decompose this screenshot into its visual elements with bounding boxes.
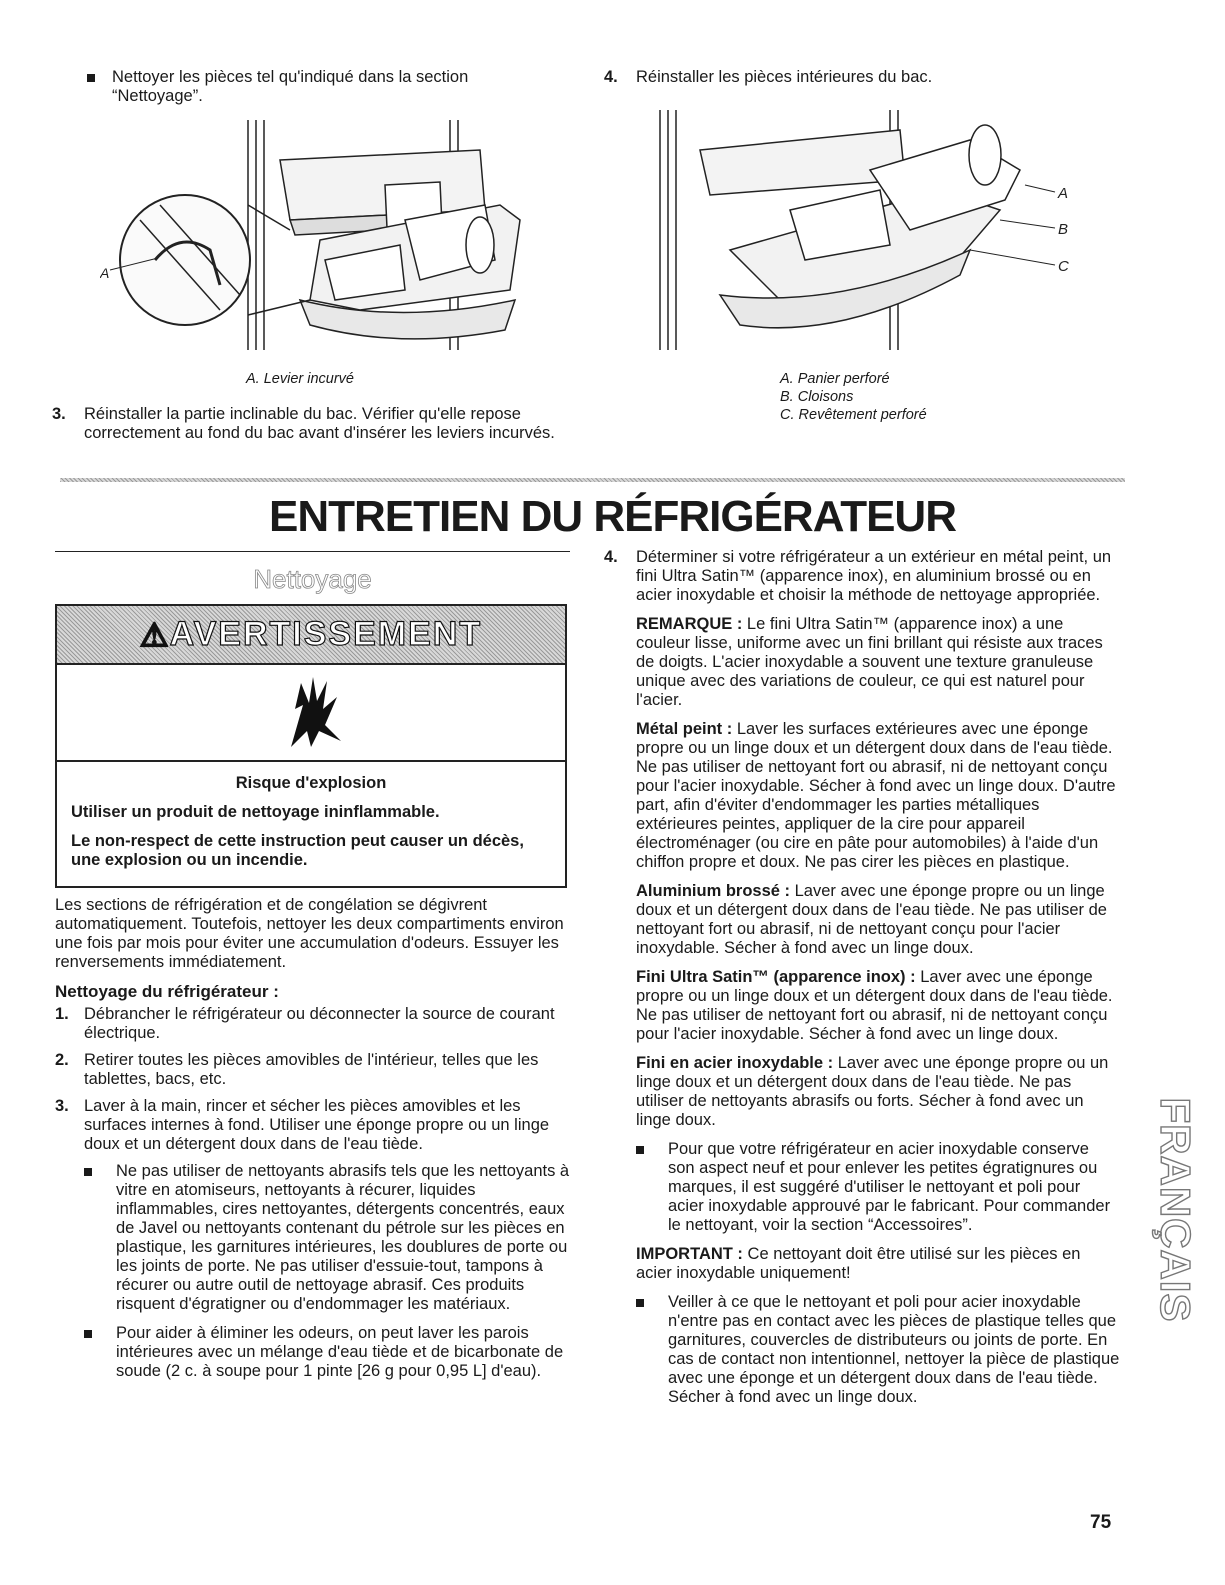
step-1-text: Débrancher le réfrigérateur ou déconnecter la source de courant électrique.: [84, 1005, 555, 1042]
left-column: [55, 896, 570, 1391]
bullet-text: Ne pas utiliser de nettoyants abrasifs tels que les nettoyants à vitre en atomiseurs, nettoyants à récurer, liquides inflammables, cires nettoyantes, détergents concentrés, eaux de Javel ou nettoyants contenant du pétrole sur les pièces en plastique, les garnitures intérieures, les doublures de porte ou les joints de porte. Ne pas utiliser d'essuie-tout, tampons à récurer ou autre outil de nettoyage abrasif. Ces produits risquent d'égratigner ou d'endommager les matériaux.: [116, 1162, 570, 1313]
page-title: ENTRETIEN DU RÉFRIGÉRATEUR: [269, 492, 956, 541]
stainless-paragraph: [636, 1054, 1120, 1130]
warning-line1: Utiliser un produit de nettoyage ininflammable.: [71, 803, 440, 821]
painted-metal-label: Métal peint :: [636, 720, 733, 738]
bullet-text: Veiller à ce que le nettoyant et poli pour acier inoxydable n'entre pas en contact avec les pièces de plastique telles que garnitures, couvercles de distributeurs ou joints de porte. En cas de contact non intentionnel, nettoyer la pièce de plastique avec une éponge et un détergent doux dans de l'eau tiède. Sécher à fond avec un linge doux.: [668, 1293, 1120, 1406]
stainless-label: Fini en acier inoxydable :: [636, 1054, 834, 1072]
warning-title: AVERTISSEMENT: [169, 615, 483, 653]
remarque-text: Le fini Ultra Satin™ (apparence inox) a une couleur lisse, uniforme avec un fini brillant qui résiste aux traces de doigts. L'acier inoxydable a souvent une texture granuleuse unique avec des variations de couleur, ce qui est naturel pour l'acier.: [636, 615, 1103, 709]
bullet-text: Nettoyer les pièces tel qu'indiqué dans la section “Nettoyage”.: [112, 68, 552, 106]
satin-text: Laver avec une éponge propre ou un linge doux et un détergent doux dans de l'eau tiède. Ne pas utiliser de nettoyant fort ou abrasif, ni de nettoyant conçu pour l'acier inoxydable. Sécher à fond avec un linge doux.: [636, 968, 1113, 1043]
side-tab-label: FRANÇAIS: [1152, 1097, 1199, 1323]
warning-line2: Le non-respect de cette instruction peut causer un décès, une explosion ou un incendie.: [71, 832, 524, 869]
step4-text: Réinstaller les pièces intérieures du bac.: [636, 68, 933, 86]
bullet-marker: [84, 1330, 92, 1338]
bullet-list: [55, 1162, 570, 1381]
painted-metal-paragraph: [636, 720, 1120, 872]
explosion-area: [57, 665, 565, 762]
step-4-number: 4.: [604, 548, 618, 566]
bullet-text: Pour aider à éliminer les odeurs, on peut laver les parois intérieures avec un mélange d'eau tiède et de bicarbonate de soude (2 c. à soupe pour 1 pinte [26 g pour 0,95 L] d'eau).: [116, 1324, 564, 1380]
step4-reinstall: [604, 68, 1136, 87]
section-divider: [60, 478, 1125, 482]
important-label: IMPORTANT :: [636, 1245, 743, 1263]
list-item: [84, 1162, 570, 1314]
captions-parts: [780, 370, 927, 424]
painted-metal-text: Laver les surfaces extérieures avec une éponge propre ou un linge doux et un détergent doux dans de l'eau tiède. Ne pas utiliser de nettoyant fort ou abrasif, ni de nettoyant conçu pour l'acier inoxydable. Sécher à fond avec un linge doux. D'autre part, afin d'éviter d'endommager les parties métalliques extérieures peintes, appliquer de la cire pour appareil électroménager (ou cire en pâte pour automobiles) à l'aide d'un chiffon propre et doux. Ne pas cirer les pièces en plastique.: [636, 720, 1116, 871]
remarque-paragraph: [636, 615, 1120, 710]
warning-icon: ⚠: [139, 616, 170, 653]
bullet-text: Pour que votre réfrigérateur en acier inoxydable conserve son aspect neuf et pour enlever les petites égratignures ou marques, il est suggéré d'utiliser le nettoyant et poli pour acier inoxydable approuvé par le fabricant. Pour commander le nettoyant, voir la section “Accessoires”.: [668, 1140, 1111, 1234]
remarque-label: REMARQUE :: [636, 615, 743, 633]
warning-header: [57, 606, 565, 665]
left-rule: [55, 551, 570, 552]
figure-label-a2: A: [1058, 185, 1069, 202]
list-item: [84, 1324, 570, 1381]
section-title: Nettoyage: [253, 564, 372, 594]
step-3-text: Laver à la main, rincer et sécher les pièces amovibles et les surfaces internes à fond. Utiliser une éponge propre ou un linge doux et un détergent doux dans de l'eau tiède.: [84, 1097, 550, 1153]
satin-paragraph: [636, 968, 1120, 1044]
bin-lever-illustration: [100, 110, 530, 360]
step-4: [604, 548, 1120, 605]
aluminium-paragraph: [636, 882, 1120, 958]
subheading: Nettoyage du réfrigérateur :: [55, 982, 279, 1001]
right-column: [604, 548, 1120, 1417]
bin-parts-illustration: [640, 100, 1080, 360]
bullet-marker: [636, 1299, 644, 1307]
caption-lever: A. Levier incurvé: [246, 371, 354, 387]
caption-b: B. Cloisons: [780, 389, 854, 405]
intro-paragraph: Les sections de réfrigération et de congélation se dégivrent automatiquement. Toutefois, nettoyer les deux compartiments environ une fois par mois pour éviter une accumulation d'odeurs. Essuyer les renversements immédiatement.: [55, 896, 564, 971]
step-3: [55, 1097, 570, 1154]
figure-label-a: A: [100, 265, 110, 281]
step-2: [55, 1051, 570, 1089]
figure-label-c: C: [1058, 258, 1069, 275]
step-4-text: Déterminer si votre réfrigérateur a un extérieur en métal peint, un fini Ultra Satin™ (apparence inox), en aluminium brossé ou en acier inoxydable et choisir la méthode de nettoyage appropriée.: [636, 548, 1112, 604]
page-number: 75: [1090, 1512, 1112, 1533]
step4-number: 4.: [604, 68, 618, 86]
stainless-text: Laver avec une éponge propre ou un linge doux et un détergent doux dans de l'eau tiède. Ne pas utiliser de nettoyants abrasifs ou forts. Sécher à fond avec un linge doux.: [636, 1054, 1109, 1129]
caption-a: A. Panier perforé: [780, 371, 890, 387]
bullet-marker: [636, 1146, 644, 1154]
step3: [52, 405, 564, 443]
cleaning-bullet: [112, 68, 552, 106]
important-paragraph: [636, 1245, 1120, 1283]
step3-number: 3.: [52, 405, 66, 423]
list-item: [636, 1140, 1120, 1235]
bullet-marker: [84, 1168, 92, 1176]
explosion-icon: [281, 675, 345, 749]
warning-box: [55, 604, 567, 888]
aluminium-label: Aluminium brossé :: [636, 882, 791, 900]
satin-label: Fini Ultra Satin™ (apparence inox) :: [636, 968, 916, 986]
aluminium-text: Laver avec une éponge propre ou un linge doux et un détergent doux dans de l'eau tiède. Ne pas utiliser de nettoyant fort ou abrasif, ni de nettoyant conçu pour l'acier inoxydable. Sécher à fond avec un linge doux.: [636, 882, 1107, 957]
caption-c: C. Revêtement perforé: [780, 407, 927, 423]
step-1-number: 1.: [55, 1005, 69, 1023]
list-item: [636, 1293, 1120, 1407]
step-2-number: 2.: [55, 1051, 69, 1069]
step3-text: Réinstaller la partie inclinable du bac. Vérifier qu'elle repose correctement au fond du bac avant d'insérer les leviers incurvés.: [84, 405, 555, 442]
step-3-number: 3.: [55, 1097, 69, 1115]
warning-text: [57, 762, 565, 870]
language-side-tab: [1152, 1085, 1198, 1335]
step-1: [55, 1005, 570, 1043]
step-2-text: Retirer toutes les pièces amovibles de l'intérieur, telles que les tablettes, bacs, etc.: [84, 1051, 539, 1088]
important-text: Ce nettoyant doit être utilisé sur les pièces en acier inoxydable uniquement!: [636, 1245, 1081, 1282]
risk-title: Risque d'explosion: [235, 774, 387, 792]
figure-label-b: B: [1058, 221, 1069, 238]
